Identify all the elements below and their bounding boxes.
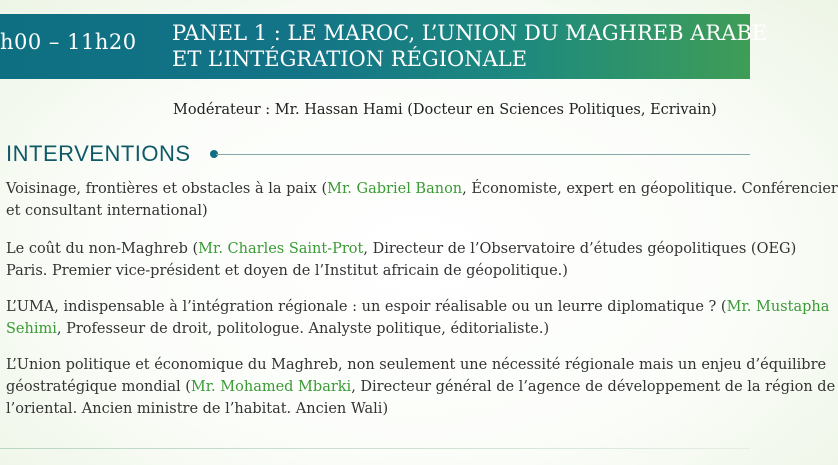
intervention-item — [6, 296, 830, 340]
bottom-divider — [0, 448, 750, 449]
session-time: h00 – 11h20 — [0, 30, 137, 54]
intervention-item — [6, 354, 836, 420]
speaker-name: Sehimi — [6, 321, 57, 337]
moderator: Modérateur : Mr. Hassan Hami (Docteur en Sciences Politiques, Ecrivain) — [173, 102, 717, 118]
intervention-line: l’oriental. Ancien ministre de l’habitat. Ancien Wali) — [6, 401, 389, 417]
heading-divider — [216, 154, 750, 155]
intervention-line: Le coût du non-Maghreb (Mr. Charles Saint-Prot, Directeur de l’Observatoire d’études géopolitiques (OEG) — [6, 241, 797, 257]
panel-title — [172, 20, 772, 72]
intervention-line: et consultant international) — [6, 203, 208, 219]
panel-title-line-1: PANEL 1 : LE MAROC, L’UNION DU MAGHREB ARABE — [172, 21, 768, 45]
speaker-name: Mr. Mustapha — [726, 299, 830, 315]
intervention-line: L’Union politique et économique du Maghreb, non seulement une nécessité régionale mais un enjeu d’équilibre — [6, 357, 827, 373]
speaker-name: Mr. Mohamed Mbarki — [190, 379, 352, 395]
speaker-name: Mr. Charles Saint-Prot — [198, 241, 364, 257]
intervention-line: Voisinage, frontières et obstacles à la paix (Mr. Gabriel Banon, Économiste, expert en géopolitique. Conférencier — [6, 181, 838, 197]
section-heading: INTERVENTIONS — [6, 141, 191, 166]
intervention-line: Paris. Premier vice-président et doyen de l’Institut africain de géopolitique.) — [6, 263, 568, 279]
intervention-line: géostratégique mondial (Mr. Mohamed Mbarki, Directeur général de l’agence de développement de la région de — [6, 379, 836, 395]
intervention-line: L’UMA, indispensable à l’intégration régionale : un espoir réalisable ou un leurre diplomatique ? (Mr. Mustapha — [6, 299, 830, 315]
intervention-line: Sehimi, Professeur de droit, politologue. Analyste politique, éditorialiste.) — [6, 321, 550, 337]
intervention-item — [6, 238, 797, 282]
intervention-item — [6, 178, 838, 222]
speaker-name: Mr. Gabriel Banon — [327, 181, 463, 197]
panel-title-line-2: ET L’INTÉGRATION RÉGIONALE — [172, 47, 528, 71]
